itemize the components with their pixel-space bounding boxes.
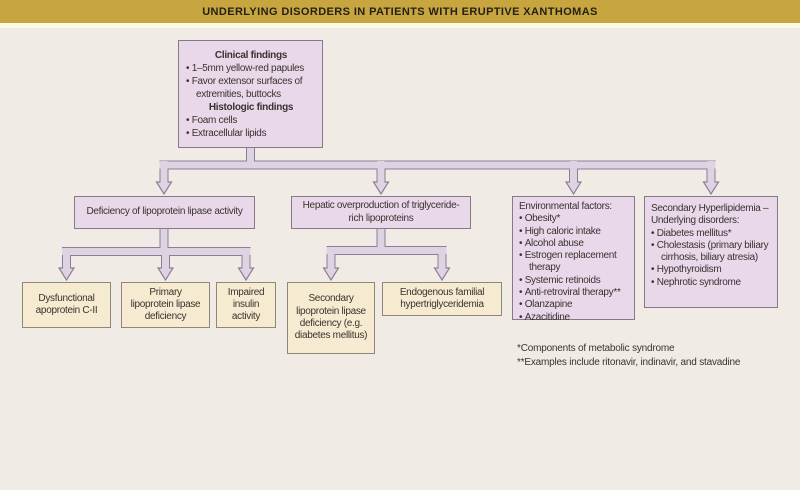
- list-item: • Cholestasis (primary biliary cirrhosis, biliary atresia): [651, 240, 773, 265]
- list-item: • Olanzapine: [519, 299, 630, 311]
- clinical-finding-item: • Favor extensor surfaces of extremities, buttocks: [186, 75, 316, 101]
- branch-label: Hepatic overproduction of triglyceride-rich lipoproteins: [302, 200, 460, 224]
- histologic-finding-item: • Foam cells: [186, 114, 316, 127]
- branch-box-secondary-hyperlipidemia: [644, 196, 778, 308]
- list-item: • Diabetes mellitus*: [651, 228, 773, 240]
- list-item: • Systemic retinoids: [519, 275, 630, 287]
- list-item: • Obesity*: [519, 213, 630, 225]
- branch-heading: Secondary Hyperlipidemia – Underlying disorders:: [651, 203, 769, 227]
- leaf-box-endogenous-familial: [382, 282, 502, 316]
- branch-box-environmental-factors: [512, 196, 635, 323]
- leaf-label: Dysfunctional apoprotein C-II: [35, 292, 98, 316]
- branch-box-hepatic-overproduction: [291, 196, 471, 229]
- leaf-label: Primary lipoprotein lipase deficiency: [130, 286, 201, 323]
- list-item: • Azacitidine: [519, 312, 630, 324]
- list-item: • Hypothyroidism: [651, 264, 773, 276]
- leaf-label: Impaired insulin activity: [227, 286, 265, 323]
- histologic-finding-item: • Extracellular lipids: [186, 127, 316, 140]
- footnote-antiretroviral-examples: **Examples include ritonavir, indinavir, and stavadine: [517, 356, 741, 368]
- clinical-findings-heading: Clinical findings: [214, 50, 288, 61]
- footnotes: [517, 342, 740, 369]
- leaf-label: Endogenous familial hypertriglyceridemia: [399, 286, 485, 310]
- clinical-finding-item: • 1–5mm yellow-red papules: [186, 62, 316, 75]
- page-title: UNDERLYING DISORDERS IN PATIENTS WITH ERUPTIVE XANTHOMAS: [202, 5, 598, 18]
- footnote-metabolic-syndrome: *Components of metabolic syndrome: [517, 343, 675, 354]
- list-item: • High caloric intake: [519, 226, 630, 238]
- branch-label: Deficiency of lipoprotein lipase activity: [86, 206, 243, 218]
- list-item: • Estrogen replacement therapy: [519, 250, 630, 275]
- leaf-label: Secondary lipoprotein lipase deficiency (e.g. diabetes mellitus): [294, 293, 368, 342]
- leaf-box-dysfunctional-apoprotein: [22, 282, 111, 328]
- findings-box: [178, 40, 323, 148]
- leaf-box-secondary-lipase-deficiency: [287, 282, 375, 354]
- list-item: • Nephrotic syndrome: [651, 277, 773, 289]
- list-item: • Alcohol abuse: [519, 238, 630, 250]
- branch-box-lipase-deficiency: [74, 196, 255, 229]
- leaf-box-primary-lipase-deficiency: [121, 282, 210, 328]
- leaf-box-impaired-insulin: [216, 282, 276, 328]
- histologic-findings-heading: Histologic findings: [208, 102, 294, 113]
- branch-heading: Environmental factors:: [519, 201, 612, 212]
- list-item: • Anti-retroviral therapy**: [519, 287, 630, 299]
